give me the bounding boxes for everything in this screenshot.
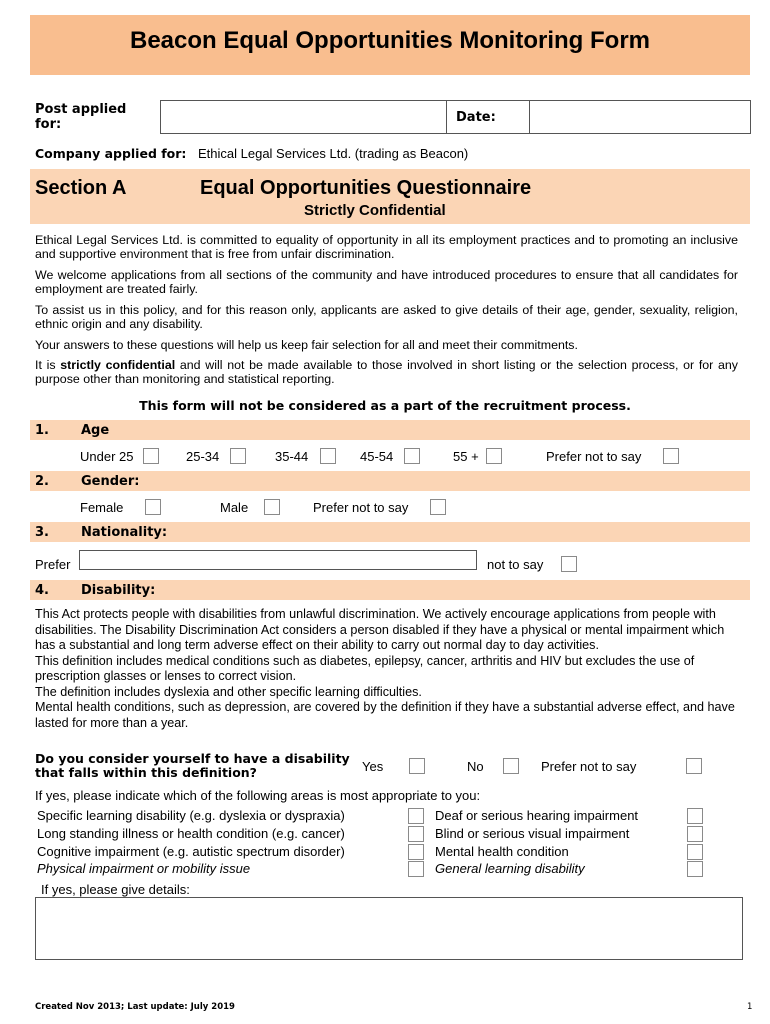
gender-male-checkbox[interactable] <box>264 499 280 515</box>
age-option-label: Under 25 <box>80 449 134 464</box>
post-label: Post applied for: <box>35 102 127 132</box>
disability-answer-label: Prefer not to say <box>541 759 637 774</box>
date-input[interactable] <box>529 100 751 134</box>
form-notice: This form will not be considered as a part of the recruitment process. <box>139 398 631 413</box>
q4-title: Disability: <box>81 583 156 598</box>
intro-paragraph: To assist us in this policy, and for this reason only, applicants are asked to give details of their age, gender, sexuality, religion, ethnic origin and any disability. <box>35 303 738 331</box>
age-55-plus-checkbox[interactable] <box>486 448 502 464</box>
q1-number: 1. <box>35 423 49 438</box>
intro-paragraph: We welcome applications from all sections of the community and have introduced procedures to ensure that all candidates for employment are treated fairly. <box>35 268 738 296</box>
disability-no-checkbox[interactable] <box>503 758 519 774</box>
confidential-paragraph: It is strictly confidential and will not be made available to those involved in short listing or the selection process, or for any purpose other than monitoring and statistical reporting. <box>35 358 739 386</box>
nationality-prefix: Prefer <box>35 557 71 572</box>
age-option-label: 55 + <box>453 449 479 464</box>
gender-prefer-not-checkbox[interactable] <box>430 499 446 515</box>
disability-question: Do you consider yourself to have a disability that falls within this definition? <box>35 751 350 780</box>
section-a-label: Section A <box>35 177 127 199</box>
nationality-suffix: not to say <box>487 557 544 572</box>
q1-title: Age <box>81 423 110 438</box>
gender-option-label: Male <box>220 500 249 515</box>
intro-paragraph: Your answers to these questions will help us keep fair selection for all and meet their commitments. <box>35 338 578 352</box>
disability-paragraph: This Act protects people with disabilities from unlawful discrimination. We actively encourage applications from people with disabilities. The Disability Discrimination Act considers a person disabled if they have a physical or mental impairment which has a substantial and long term adverse effect on their ability to carry out normal day to day activities. <box>35 607 725 652</box>
area-long-standing-illness-checkbox[interactable] <box>408 826 424 842</box>
age-under25-checkbox[interactable] <box>143 448 159 464</box>
age-option-label: 25-34 <box>186 449 220 464</box>
area-visual-impairment-checkbox[interactable] <box>687 826 703 842</box>
company-value: Ethical Legal Services Ltd. (trading as Beacon) <box>198 146 469 161</box>
q3-header <box>30 522 750 542</box>
q4-header <box>30 580 750 600</box>
form-title: Beacon Equal Opportunities Monitoring Form <box>130 27 650 54</box>
area-label: Blind or serious visual impairment <box>435 826 630 841</box>
q1-header <box>30 420 750 440</box>
age-prefer-not-checkbox[interactable] <box>663 448 679 464</box>
date-label-cell <box>446 100 530 134</box>
area-label: Physical impairment or mobility issue <box>37 861 251 876</box>
disability-prefer-not-checkbox[interactable] <box>686 758 702 774</box>
area-label: Long standing illness or health condition (e.g. cancer) <box>37 826 345 841</box>
area-label: General learning disability <box>435 861 585 876</box>
disability-paragraph: Mental health conditions, such as depression, are covered by the definition if they have a substantial adverse effect, and have lasted for more than a year. <box>35 700 735 730</box>
disability-text <box>35 607 737 731</box>
intro-paragraph: Ethical Legal Services Ltd. is committed to equality of opportunity in all its employment practices and to promoting an inclusive and supportive environment that is free from unfair discrimination. <box>35 233 738 261</box>
section-a-subtitle: Strictly Confidential <box>304 202 446 219</box>
page-number: 1 <box>747 1002 753 1012</box>
age-45-54-checkbox[interactable] <box>404 448 420 464</box>
section-a-title: Equal Opportunities Questionnaire <box>200 177 532 199</box>
gender-option-label: Female <box>80 500 124 515</box>
area-hearing-impairment-checkbox[interactable] <box>687 808 703 824</box>
areas-intro: If yes, please indicate which of the following areas is most appropriate to you: <box>35 788 481 803</box>
post-input[interactable] <box>160 100 448 134</box>
disability-yes-checkbox[interactable] <box>409 758 425 774</box>
age-option-label: Prefer not to say <box>546 449 642 464</box>
q3-number: 3. <box>35 525 49 540</box>
nationality-input[interactable] <box>79 550 477 570</box>
disability-answer-label: No <box>467 759 484 774</box>
area-label: Cognitive impairment (e.g. autistic spectrum disorder) <box>37 844 345 859</box>
q3-title: Nationality: <box>81 525 168 540</box>
disability-paragraph: This definition includes medical conditions such as diabetes, epilepsy, cancer, arthritis and HIV but excludes the use of prescription glasses or lenses to correct vision. <box>35 653 695 683</box>
company-label: Company applied for: <box>35 146 187 161</box>
section-a-header <box>30 169 750 224</box>
disability-paragraph: The definition includes dyslexia and other specific learning difficulties. <box>35 684 422 699</box>
disability-answer-label: Yes <box>362 759 384 774</box>
gender-option-label: Prefer not to say <box>313 500 409 515</box>
age-option-label: 45-54 <box>360 449 394 464</box>
q2-number: 2. <box>35 474 49 489</box>
age-25-34-checkbox[interactable] <box>230 448 246 464</box>
area-mental-health-checkbox[interactable] <box>687 844 703 860</box>
age-35-44-checkbox[interactable] <box>320 448 336 464</box>
area-label: Deaf or serious hearing impairment <box>435 808 639 823</box>
area-learning-disability-checkbox[interactable] <box>408 808 424 824</box>
date-label: Date: <box>456 110 496 125</box>
details-textarea[interactable] <box>35 897 743 960</box>
area-cognitive-impairment-checkbox[interactable] <box>408 844 424 860</box>
area-label: Mental health condition <box>435 844 569 859</box>
area-learning-disability-general-checkbox[interactable] <box>687 861 703 877</box>
footer-date: Created Nov 2013; Last update: July 2019 <box>35 1002 235 1012</box>
q2-header <box>30 471 750 491</box>
gender-female-checkbox[interactable] <box>145 499 161 515</box>
header-banner <box>30 15 750 75</box>
area-label: Specific learning disability (e.g. dyslexia or dyspraxia) <box>37 808 345 823</box>
area-physical-impairment-checkbox[interactable] <box>408 861 424 877</box>
q4-number: 4. <box>35 583 49 598</box>
q2-title: Gender: <box>81 474 140 489</box>
age-option-label: 35-44 <box>275 449 309 464</box>
details-label: If yes, please give details: <box>41 882 190 897</box>
nationality-prefer-not-checkbox[interactable] <box>561 556 577 572</box>
